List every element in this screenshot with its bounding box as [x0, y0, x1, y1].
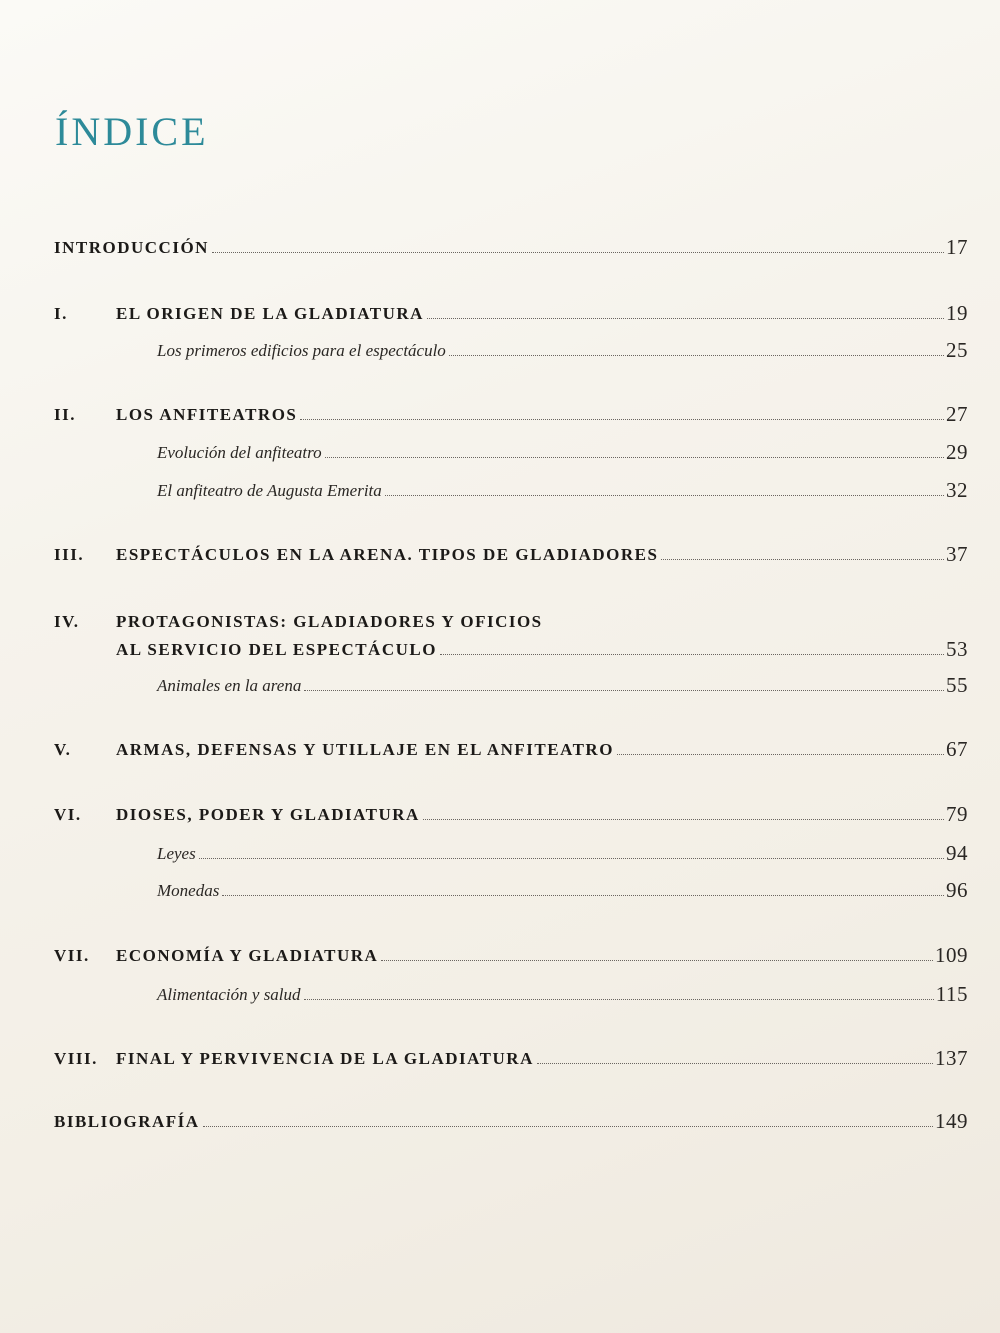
chapter-title: FINAL Y PERVIVENCIA DE LA GLADIATURA — [116, 1049, 534, 1068]
section-title: Alimentación y salud — [157, 985, 301, 1004]
leader-dots — [537, 1063, 933, 1064]
chapter-page: 37 — [946, 542, 968, 566]
chapter-number: I. — [54, 304, 68, 323]
leader-dots — [203, 1126, 933, 1127]
leader-dots — [427, 318, 944, 319]
section-page: 96 — [946, 878, 968, 902]
toc-section — [0, 335, 1000, 365]
chapter-number: VI. — [54, 805, 82, 824]
chapter-page: 67 — [946, 737, 968, 761]
page-title: ÍNDICE — [55, 109, 209, 154]
chapter-page: 27 — [946, 402, 968, 426]
section-title: Los primeros edificios para el espectáculo — [157, 341, 446, 360]
toc-chapter-5 — [0, 734, 1000, 764]
toc-chapter-8 — [0, 1043, 1000, 1073]
leader-dots — [212, 252, 944, 253]
section-page: 29 — [946, 440, 968, 464]
leader-dots — [423, 819, 944, 820]
chapter-number: II. — [54, 405, 76, 424]
chapter-page: 137 — [935, 1046, 968, 1070]
chapter-number: VII. — [54, 946, 90, 965]
chapter-title: EL ORIGEN DE LA GLADIATURA — [116, 304, 424, 323]
toc-chapter-6 — [0, 799, 1000, 829]
toc-chapter-3 — [0, 539, 1000, 569]
section-page: 115 — [935, 982, 968, 1006]
leader-dots — [440, 654, 944, 655]
chapter-page: 53 — [946, 637, 968, 661]
chapter-page: 19 — [946, 301, 968, 325]
section-title: Leyes — [157, 844, 196, 863]
chapter-title-line1: PROTAGONISTAS: GLADIADORES Y OFICIOS — [116, 612, 543, 631]
chapter-number: V. — [54, 740, 72, 759]
section-title: El anfiteatro de Augusta Emerita — [157, 481, 382, 500]
leader-dots — [617, 754, 944, 755]
toc-chapter-1 — [0, 298, 1000, 328]
toc-chapter-2 — [0, 399, 1000, 429]
toc-chapter-4 — [0, 604, 1000, 664]
chapter-title: ESPECTÁCULOS EN LA ARENA. TIPOS DE GLADIADORES — [116, 545, 659, 564]
toc-section — [0, 838, 1000, 868]
leader-dots — [304, 690, 944, 691]
section-page: 25 — [946, 338, 968, 362]
toc-section — [0, 475, 1000, 505]
leader-dots — [385, 495, 944, 496]
leader-dots — [325, 457, 944, 458]
leader-dots — [304, 999, 934, 1000]
chapter-page: 79 — [946, 802, 968, 826]
toc-section — [0, 437, 1000, 467]
chapter-title: ARMAS, DEFENSAS Y UTILLAJE EN EL ANFITEATRO — [116, 740, 614, 759]
chapter-number: III. — [54, 545, 85, 564]
chapter-title: DIOSES, PODER Y GLADIATURA — [116, 805, 420, 824]
toc-section — [0, 670, 1000, 700]
toc-entry-introduccion — [0, 232, 1000, 262]
toc-chapter-7 — [0, 940, 1000, 970]
toc-section — [0, 979, 1000, 1009]
chapter-number: IV. — [54, 612, 80, 631]
section-title: Animales en la arena — [157, 676, 302, 695]
chapter-number: VIII. — [54, 1049, 98, 1068]
leader-dots — [222, 895, 944, 896]
section-title: Monedas — [157, 881, 220, 900]
section-page: 32 — [946, 478, 968, 502]
section-title: Evolución del anfiteatro — [157, 443, 322, 462]
toc-entry-bibliografia — [0, 1106, 1000, 1136]
chapter-page: 109 — [935, 943, 968, 967]
section-page: 55 — [946, 673, 968, 697]
chapter-title: AL SERVICIO DEL ESPECTÁCULO — [116, 640, 437, 659]
leader-dots — [199, 858, 944, 859]
chapter-title: ECONOMÍA Y GLADIATURA — [116, 946, 379, 965]
leader-dots — [300, 419, 944, 420]
toc-title: BIBLIOGRAFÍA — [54, 1112, 200, 1131]
leader-dots — [381, 960, 933, 961]
toc-section — [0, 875, 1000, 905]
toc-page: 149 — [935, 1109, 968, 1133]
toc-page: 17 — [946, 235, 968, 259]
leader-dots — [661, 559, 944, 560]
toc-title: INTRODUCCIÓN — [54, 238, 209, 257]
chapter-title: LOS ANFITEATROS — [116, 405, 298, 424]
leader-dots — [449, 355, 944, 356]
section-page: 94 — [946, 841, 968, 865]
